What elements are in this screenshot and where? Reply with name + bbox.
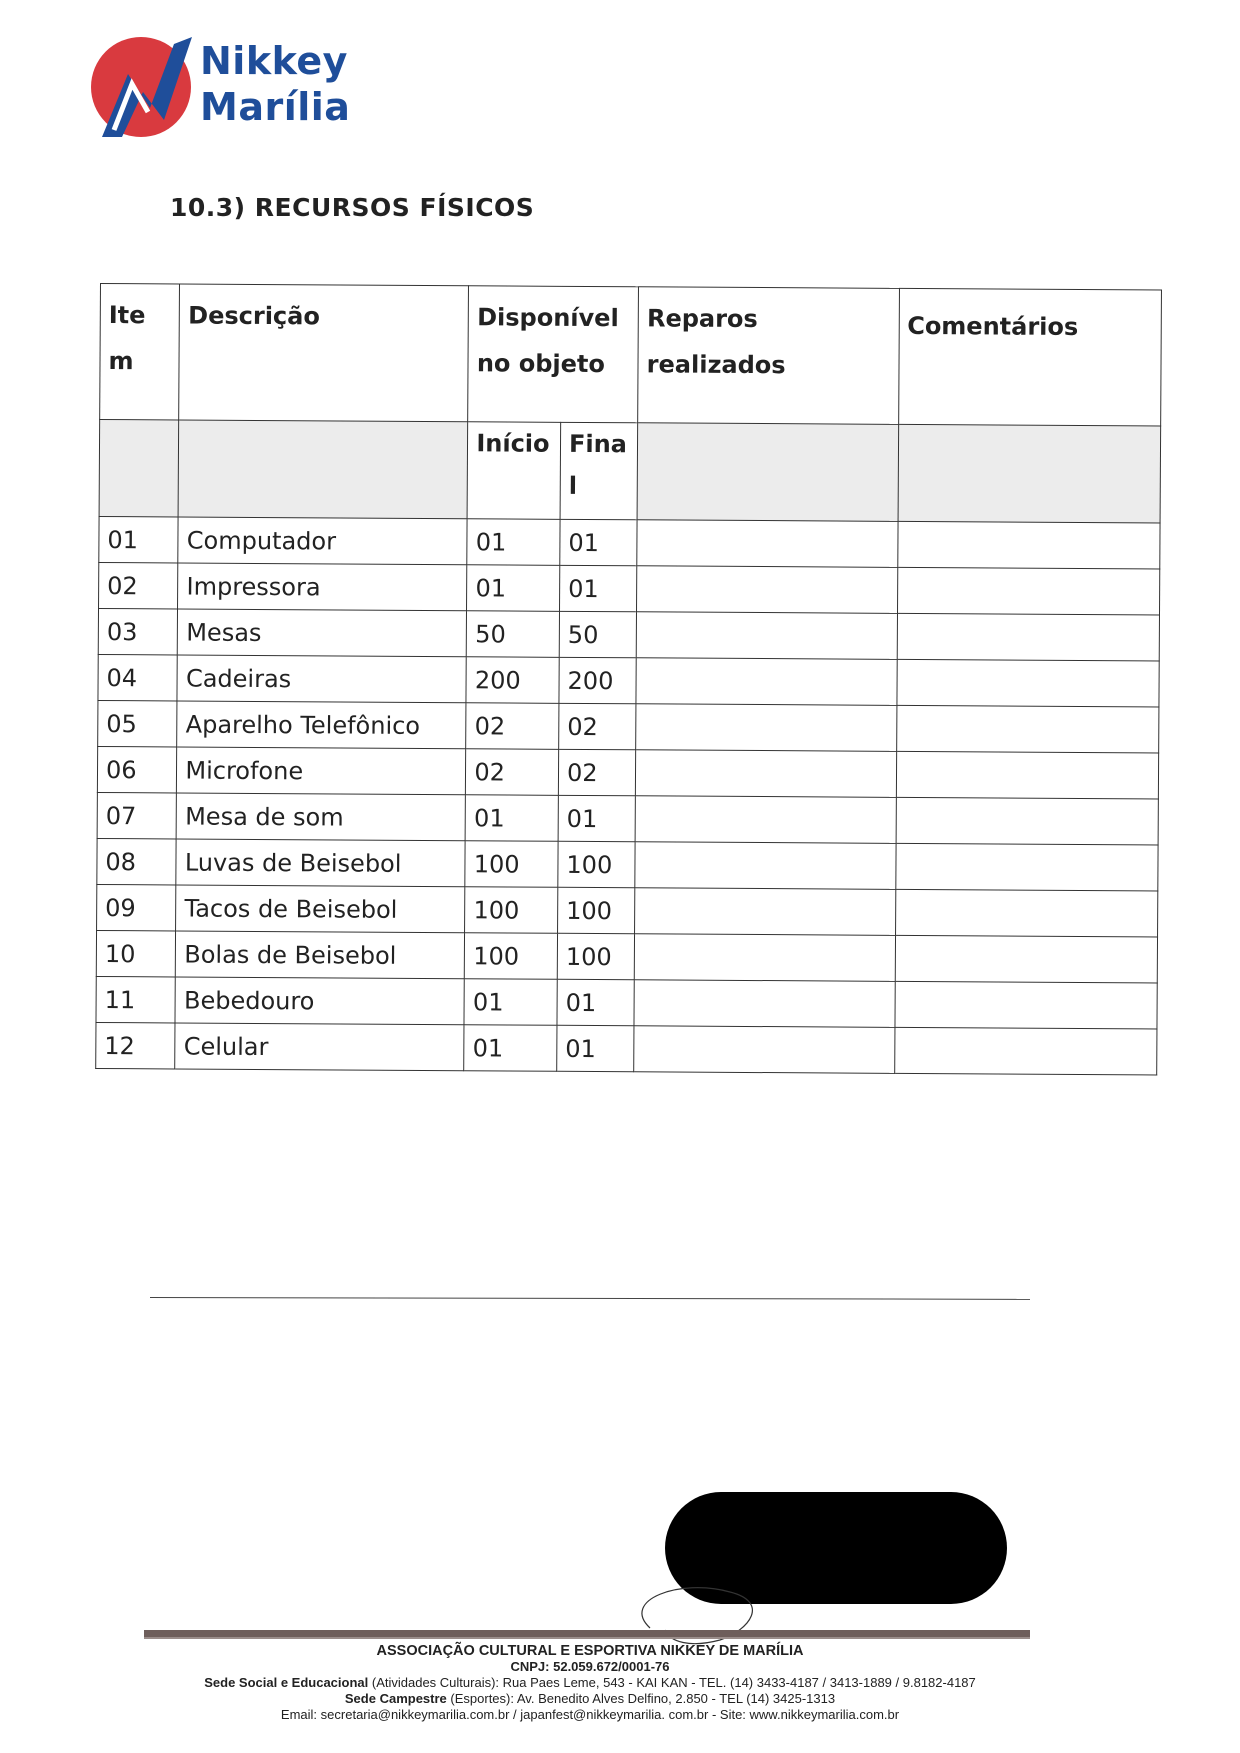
- footer-contacts: [130, 1707, 1050, 1723]
- table-row: [97, 838, 1158, 890]
- cell-final: 200: [559, 657, 636, 703]
- cell-descricao: Microfone: [177, 747, 466, 795]
- cell-item: 08: [97, 838, 177, 884]
- cell-final: 01: [557, 1025, 634, 1071]
- table-row: [97, 746, 1158, 798]
- cell-reparos: [637, 566, 898, 614]
- cell-final: 02: [558, 749, 635, 795]
- cell-final: 01: [558, 795, 635, 841]
- cell-descricao: Tacos de Beisebol: [176, 885, 465, 933]
- cell-final: 02: [559, 703, 636, 749]
- cell-item: 01: [99, 516, 179, 562]
- cell-final: 100: [558, 841, 635, 887]
- cell-inicio: 200: [466, 657, 559, 704]
- footer-sede-social: [130, 1675, 1050, 1691]
- footer-email-1[interactable]: secretaria@nikkeymarilia.com.br: [320, 1707, 510, 1722]
- cell-comentarios: [895, 935, 1158, 983]
- cell-item: 04: [98, 654, 178, 700]
- table-subheader-row: [99, 420, 1161, 523]
- logo-text: [200, 38, 350, 130]
- cell-item: 12: [96, 1022, 176, 1068]
- footer-sede-campestre: [130, 1691, 1050, 1707]
- cell-descricao: Bebedouro: [175, 977, 464, 1025]
- resources-table-wrap: [95, 283, 1162, 1075]
- cell-comentarios: [894, 1027, 1157, 1075]
- cell-item: 05: [98, 700, 178, 746]
- table-row: [99, 516, 1160, 568]
- cell-final: 01: [560, 565, 637, 611]
- cell-reparos: [637, 520, 898, 568]
- cell-inicio: 01: [464, 1025, 557, 1072]
- cell-reparos: [636, 750, 897, 798]
- footer-sede-social-text: (Atividades Culturais): Rua Paes Leme, 543 - KAI KAN - TEL. (14) 3433-4187 / 3413-1889 / 9.8182-4187: [371, 1675, 976, 1690]
- cell-reparos: [636, 704, 897, 752]
- cell-descricao: Luvas de Beisebol: [176, 839, 465, 887]
- cell-comentarios: [895, 843, 1158, 891]
- footer-sede-social-label: Sede Social e Educacional: [204, 1675, 369, 1690]
- cell-comentarios: [897, 613, 1160, 661]
- footer-email-2[interactable]: japanfest@nikkeymarilia. com.br: [520, 1707, 709, 1722]
- cell-inicio: 02: [466, 749, 559, 796]
- cell-reparos: [634, 934, 895, 982]
- table-row: [96, 1022, 1157, 1074]
- cell-reparos: [635, 888, 896, 936]
- cell-comentarios: [895, 889, 1158, 937]
- table-row: [98, 608, 1159, 660]
- table-row: [96, 930, 1157, 982]
- subheader-empty: [178, 420, 468, 519]
- cell-comentarios: [897, 567, 1160, 615]
- cell-item: 11: [96, 976, 176, 1022]
- header-disponivel: Disponível no objeto: [468, 286, 639, 423]
- cell-item: 10: [96, 930, 176, 976]
- subheader-empty: [637, 423, 898, 522]
- section-title: 10.3) RECURSOS FÍSICOS: [170, 193, 535, 222]
- table-body: [96, 516, 1160, 1074]
- footer-site[interactable]: - Site: www.nikkeymarilia.com.br: [711, 1707, 900, 1722]
- footer-divider: [144, 1630, 1030, 1639]
- cell-descricao: Impressora: [178, 563, 467, 611]
- cell-comentarios: [896, 797, 1159, 845]
- nikkey-logo-mark-icon: [88, 32, 198, 142]
- subheader-final: Fina l: [560, 422, 638, 519]
- signature-line: [150, 1297, 1030, 1300]
- table-row: [98, 654, 1159, 706]
- cell-descricao: Computador: [178, 517, 467, 565]
- cell-inicio: 50: [467, 611, 560, 658]
- cell-reparos: [634, 980, 895, 1028]
- table-row: [96, 976, 1157, 1028]
- subheader-empty: [898, 424, 1161, 523]
- resources-table: [95, 283, 1162, 1075]
- subheader-empty: [99, 420, 179, 517]
- cell-final: 100: [557, 933, 634, 979]
- table-row: [98, 700, 1159, 752]
- cell-inicio: 01: [465, 795, 558, 842]
- footer-cnpj: CNPJ: 52.059.672/0001-76: [510, 1659, 670, 1674]
- cell-inicio: 100: [465, 887, 558, 934]
- header-item: Ite m: [100, 284, 180, 420]
- cell-comentarios: [896, 705, 1159, 753]
- footer-org-name: ASSOCIAÇÃO CULTURAL E ESPORTIVA NIKKEY DE MARÍLIA: [376, 1643, 804, 1659]
- cell-descricao: Aparelho Telefônico: [177, 701, 466, 749]
- cell-descricao: Cadeiras: [177, 655, 466, 703]
- table-row: [99, 562, 1160, 614]
- table-row: [97, 792, 1158, 844]
- cell-reparos: [634, 1026, 895, 1074]
- cell-inicio: 01: [467, 565, 560, 612]
- logo-line-2: Marília: [200, 85, 351, 129]
- header-descricao: Descrição: [179, 284, 469, 422]
- cell-reparos: [635, 796, 896, 844]
- cell-item: 09: [97, 884, 177, 930]
- cell-descricao: Mesa de som: [177, 793, 466, 841]
- cell-descricao: Celular: [175, 1023, 464, 1071]
- cell-descricao: Mesas: [178, 609, 467, 657]
- table-header-row: [100, 284, 1162, 426]
- cell-item: 03: [98, 608, 178, 654]
- cell-inicio: 02: [466, 703, 559, 750]
- cell-reparos: [635, 842, 896, 890]
- table-row: [97, 884, 1158, 936]
- cell-final: 01: [560, 519, 637, 565]
- logo-line-1: Nikkey: [200, 39, 348, 83]
- footer-sede-campestre-label: Sede Campestre: [344, 1691, 447, 1706]
- cell-final: 50: [559, 611, 636, 657]
- cell-inicio: 01: [464, 979, 557, 1026]
- cell-inicio: 01: [467, 519, 560, 566]
- cell-item: 06: [97, 746, 177, 792]
- cell-descricao: Bolas de Beisebol: [176, 931, 465, 979]
- cell-final: 01: [557, 979, 634, 1025]
- cell-item: 02: [99, 562, 179, 608]
- cell-inicio: 100: [465, 933, 558, 980]
- header-reparos: Reparos realizados: [638, 287, 899, 425]
- subheader-inicio: Início: [467, 422, 560, 520]
- logo: [88, 30, 358, 145]
- cell-reparos: [636, 612, 897, 660]
- cell-comentarios: [897, 521, 1160, 569]
- footer-email-label: Email:: [280, 1707, 318, 1722]
- cell-comentarios: [896, 659, 1159, 707]
- footer-separator: /: [513, 1707, 517, 1722]
- cell-item: 07: [97, 792, 177, 838]
- cell-comentarios: [896, 751, 1159, 799]
- cell-reparos: [636, 658, 897, 706]
- cell-comentarios: [894, 981, 1157, 1029]
- header-comentarios: Comentários: [898, 288, 1161, 426]
- cell-inicio: 100: [465, 841, 558, 888]
- footer-sede-campestre-text: (Esportes): Av. Benedito Alves Delfino, 2.850 - TEL (14) 3425-1313: [450, 1691, 836, 1706]
- footer: [130, 1643, 1050, 1723]
- cell-final: 100: [558, 887, 635, 933]
